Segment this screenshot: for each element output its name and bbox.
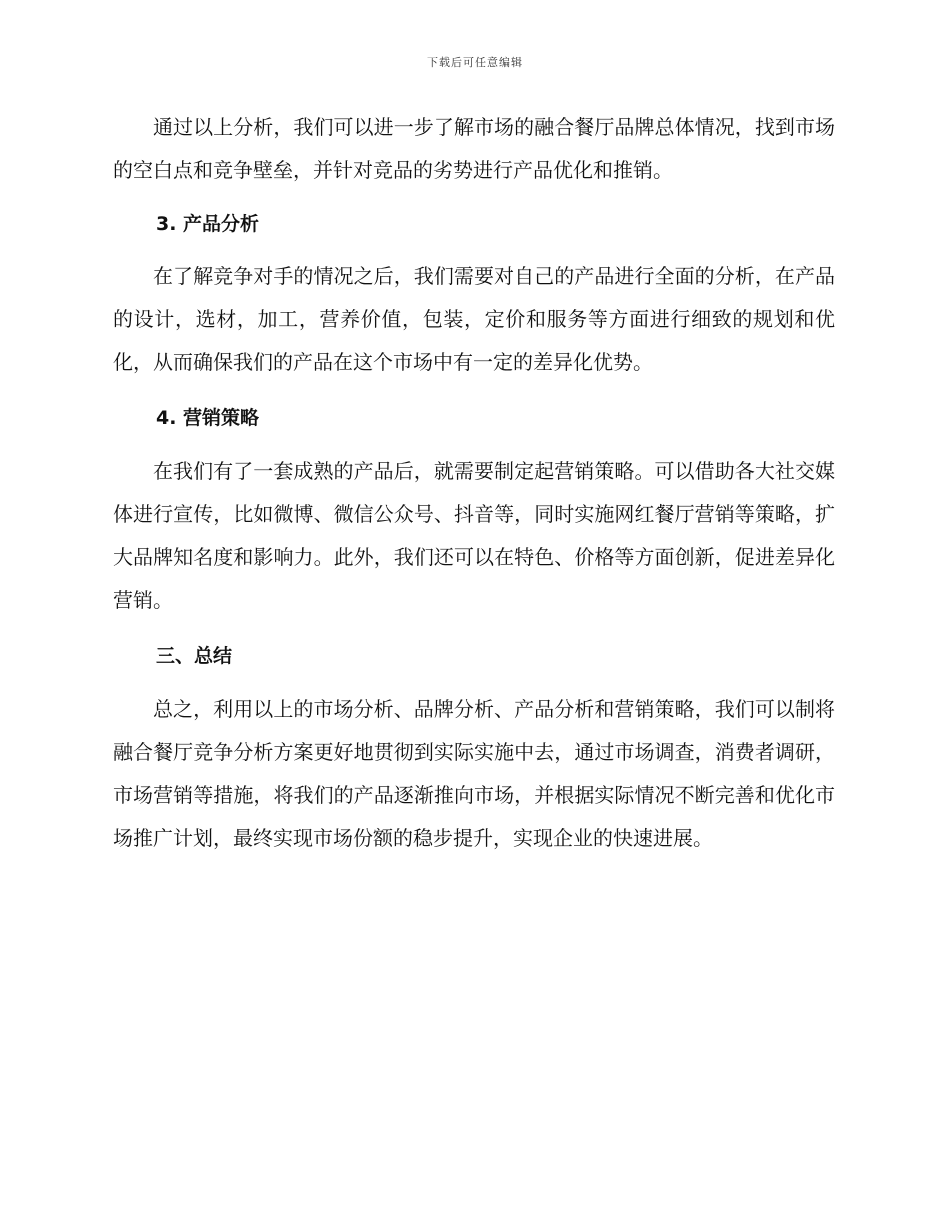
product-analysis-paragraph: 在了解竞争对手的情况之后，我们需要对自己的产品进行全面的分析，在产品的设计，选材，加工，营养价值，包装，定价和服务等方面进行细致的规划和优化，从而确保我们的产品在这个市场中有一定的差异化优势。 — [113, 264, 835, 374]
heading-marketing-strategy: 4. 营销策略 — [156, 407, 260, 429]
heading-summary: 三、总结 — [156, 645, 233, 667]
marketing-strategy-paragraph: 在我们有了一套成熟的产品后，就需要制定起营销策略。可以借助各大社交媒体进行宣传，比如微博、微信公众号、抖音等，同时实施网红餐厅营销等策略，扩大品牌知名度和影响力。此外，我们还可以在特色、价格等方面创新，促进差异化营销。 — [113, 459, 835, 612]
intro-paragraph: 通过以上分析，我们可以进一步了解市场的融合餐厅品牌总体情况，找到市场的空白点和竞争壁垒，并针对竞品的劣势进行产品优化和推销。 — [113, 115, 835, 182]
summary-paragraph: 总之，利用以上的市场分析、品牌分析、产品分析和营销策略，我们可以制将融合餐厅竞争分析方案更好地贯彻到实际实施中去，通过市场调查，消费者调研，市场营销等措施，将我们的产品逐渐推向市场，并根据实际情况不断完善和优化市场推广计划，最终实现市场份额的稳步提升，实现企业的快速进展。 — [113, 697, 835, 850]
header-note: 下载后可任意编辑 — [427, 56, 523, 69]
heading-product-analysis: 3. 产品分析 — [156, 213, 260, 235]
